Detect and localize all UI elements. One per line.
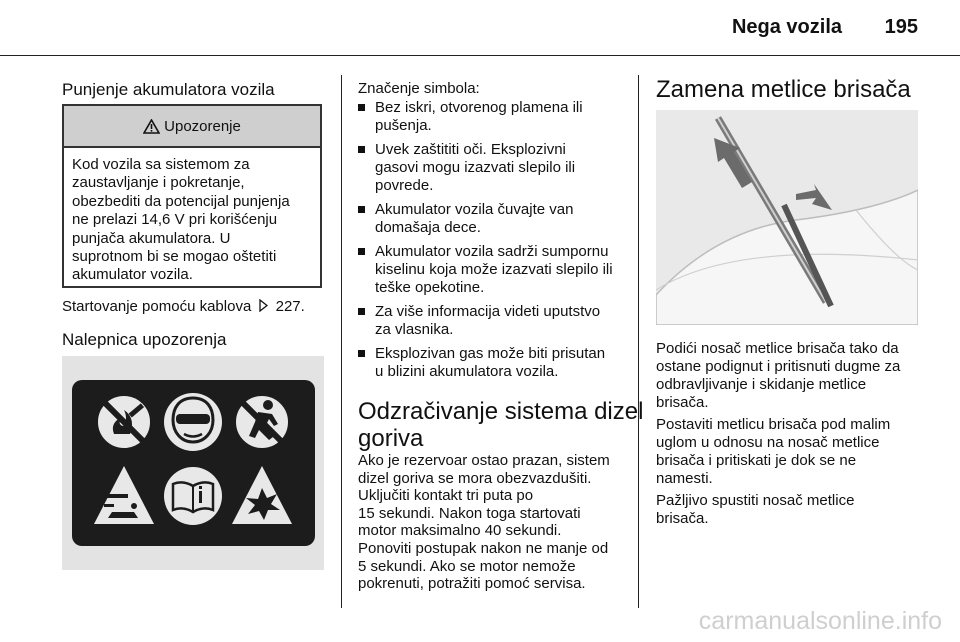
- section-title-battery-charging: Punjenje akumulatora vozila: [62, 80, 275, 99]
- corrosive-acid-icon: [94, 466, 154, 524]
- section-title-line: Odzračivanje sistema dizel: [358, 398, 644, 425]
- paragraph-line: pokrenuti, potražiti pomoć servisa.: [358, 575, 586, 593]
- explosive-gas-icon: [232, 466, 292, 524]
- warning-line: ne prelazi 14,6 V pri korišćenju: [72, 211, 278, 229]
- list-item-line: teške opekotine.: [375, 279, 485, 296]
- page-ref-arrow-icon: [259, 299, 268, 317]
- paragraph-line: odbravljivanje i skidanje metlice: [656, 376, 867, 393]
- watermark: carmanualsonline.info: [698, 607, 942, 635]
- press-button-arrow-icon: [796, 184, 832, 210]
- list-item-line: u blizini akumulatora vozila.: [375, 363, 559, 380]
- paragraph-line: brisača i pritiskati je dok se ne: [656, 452, 857, 469]
- list-item-line: gasovi mogu izazvati slepilo ili: [375, 159, 576, 176]
- section-title-warning-label: Nalepnica upozorenja: [62, 330, 227, 349]
- list-item-line: Za više informacija videti uputstvo: [375, 303, 601, 320]
- list-item: [358, 201, 626, 237]
- bullet-square-icon: [358, 248, 365, 255]
- paragraph-line: namesti.: [656, 470, 713, 487]
- read-manual-icon: [164, 467, 222, 525]
- warning-title: Upozorenje: [164, 117, 241, 135]
- bullet-square-icon: [358, 350, 365, 357]
- paragraph-line: motor maksimalno 40 sekundi.: [358, 522, 562, 540]
- section-title-line: goriva: [358, 425, 424, 452]
- paragraph-line: Ponoviti postupak nakon ne manje od: [358, 539, 609, 557]
- column-divider-2: [638, 75, 639, 608]
- paragraph-line: Postaviti metlicu brisača pod malim: [656, 416, 891, 433]
- paragraph-line: Pažljivo spustiti nosač metlice: [656, 492, 855, 509]
- eye-protection-icon: [164, 393, 222, 451]
- list-item-line: Uvek zaštititi oči. Eksplozivni: [375, 141, 566, 158]
- warning-text: [64, 148, 320, 285]
- list-item-line: povrede.: [375, 177, 434, 194]
- diesel-bleeding-paragraph: [358, 452, 610, 593]
- warning-label-image: [62, 356, 324, 570]
- list-item: [358, 141, 626, 195]
- paragraph-line: brisača.: [656, 394, 709, 411]
- warning-line: punjača akumulatora. U: [72, 229, 231, 247]
- list-item-line: Akumulator vozila sadrži sumpornu: [375, 243, 609, 260]
- page-number: 195: [884, 16, 918, 38]
- no-fire-icon: [95, 393, 153, 451]
- bullet-square-icon: [358, 206, 365, 213]
- list-item-line: za vlasnika.: [375, 321, 454, 338]
- paragraph-line: dizel goriva se mora obezvazdušiti.: [358, 469, 592, 487]
- bullet-square-icon: [358, 104, 365, 111]
- paragraph-line: brisača.: [656, 510, 709, 527]
- bullet-square-icon: [358, 308, 365, 315]
- symbols-intro: Značenje simbola:: [358, 80, 480, 97]
- jumpstart-text: Startovanje pomoću kablova: [62, 298, 252, 315]
- list-item: [358, 303, 626, 339]
- bullet-square-icon: [358, 146, 365, 153]
- battery-warning-label: [72, 380, 315, 546]
- list-item-line: pušenja.: [375, 117, 432, 134]
- paragraph-line: uglom u odnosu na nosač metlice: [656, 434, 880, 451]
- warning-line: obezbediti da potencijal punjenja: [72, 192, 290, 210]
- section-title-wiper-replacement: Zamena metlice brisača: [656, 76, 911, 103]
- header-rule: [0, 55, 960, 56]
- paragraph-line: ostane podignut i pritisnuti dugme za: [656, 358, 901, 375]
- paragraph-line: 5 sekundi. Ako se motor nemože: [358, 557, 576, 575]
- warning-box: [62, 104, 322, 288]
- warning-line: zaustavljanje i pokretanje,: [72, 174, 245, 192]
- paragraph-line: Ako je rezervoar ostao prazan, sistem: [358, 452, 610, 469]
- list-item-line: kiselinu koja može izazvati slepilo ili: [375, 261, 613, 278]
- section-title-diesel-bleeding: [358, 398, 643, 452]
- list-item-line: Akumulator vozila čuvajte van: [375, 201, 574, 218]
- paragraph-line: Uključiti kontakt tri puta po: [358, 487, 534, 505]
- jumpstart-reference: [62, 298, 305, 317]
- list-item-line: Bez iskri, otvorenog plamena ili: [375, 99, 583, 116]
- wiper-paragraph-1: [656, 340, 900, 412]
- symbols-list: [358, 99, 626, 387]
- paragraph-line: Podići nosač metlice brisača tako da: [656, 340, 899, 357]
- column-divider-1: [341, 75, 342, 608]
- warning-header: [64, 106, 320, 148]
- page-section-title: Nega vozila: [731, 16, 842, 38]
- page-ref-number[interactable]: 227.: [275, 298, 305, 315]
- warning-line: suprotnom bi se mogao oštetiti: [72, 248, 277, 266]
- keep-children-away-icon: [233, 393, 291, 451]
- warning-line: Kod vozila sa sistemom za: [72, 156, 250, 173]
- list-item: [358, 99, 626, 135]
- list-item: [358, 345, 626, 381]
- wiper-paragraph-3: [656, 492, 854, 528]
- warning-line: akumulator vozila.: [72, 266, 193, 284]
- list-item-line: domašaja dece.: [375, 219, 481, 236]
- wiper-illustration: [656, 110, 918, 325]
- list-item: [358, 243, 626, 297]
- list-item-line: Eksplozivan gas može biti prisutan: [375, 345, 606, 362]
- warning-triangle-icon: [143, 119, 160, 134]
- paragraph-line: 15 sekundi. Nakon toga startovati: [358, 504, 581, 522]
- wiper-paragraph-2: [656, 416, 890, 488]
